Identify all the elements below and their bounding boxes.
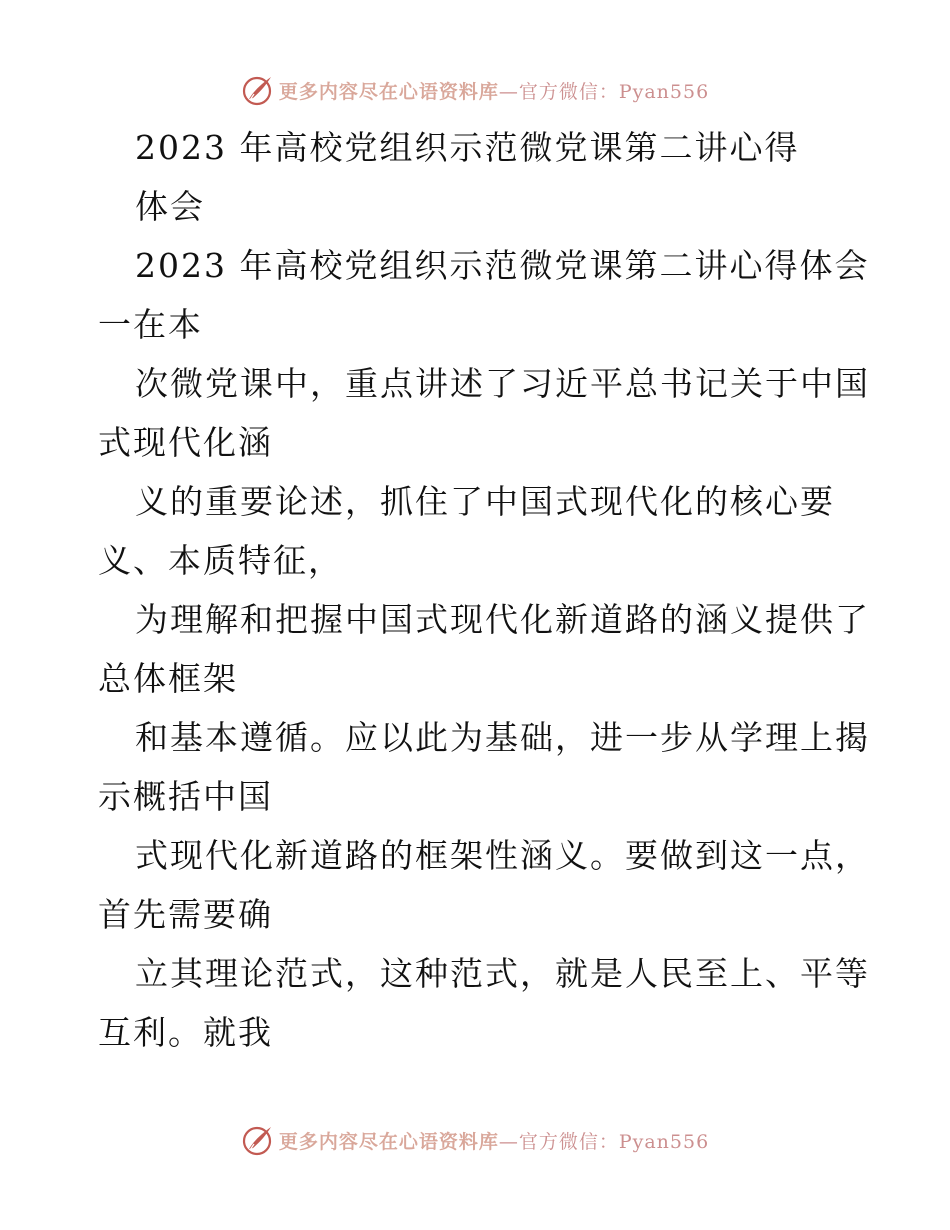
text-line: 2023 年高校党组织示范微党课第二讲心得体会	[135, 246, 870, 285]
text-line: 立其理论范式，这种范式，就是人民至上、平等	[135, 954, 870, 993]
header-banner-contact-text: —官方微信：Pyan556	[498, 80, 710, 103]
text-line: 体会	[135, 187, 205, 226]
text-line: 总体框架	[98, 659, 238, 698]
footer-banner-main-text: 更多内容尽在心语资料库	[278, 1130, 499, 1153]
document-body	[98, 118, 898, 1062]
header-banner	[0, 70, 950, 110]
text-line: 义、本质特征，	[98, 541, 343, 580]
text-line: 式现代化涵	[98, 423, 273, 462]
feather-pen-logo-icon	[241, 73, 275, 107]
text-line: 次微党课中，重点讲述了习近平总书记关于中国	[135, 364, 870, 403]
text-line: 和基本遵循。应以此为基础，进一步从学理上揭	[135, 718, 870, 757]
footer-banner	[0, 1120, 950, 1160]
text-line: 一在本	[98, 305, 203, 344]
text-line: 为理解和把握中国式现代化新道路的涵义提供了	[135, 600, 870, 639]
text-line: 首先需要确	[98, 895, 273, 934]
footer-banner-contact-text: —官方微信：Pyan556	[498, 1130, 710, 1153]
text-line: 2023 年高校党组织示范微党课第二讲心得	[135, 128, 800, 167]
text-line: 示概括中国	[98, 777, 273, 816]
text-line: 义的重要论述，抓住了中国式现代化的核心要	[135, 482, 835, 521]
text-line: 互利。就我	[98, 1013, 273, 1052]
feather-pen-logo-icon	[241, 1123, 275, 1157]
text-line: 式现代化新道路的框架性涵义。要做到这一点，	[135, 836, 870, 875]
header-banner-main-text: 更多内容尽在心语资料库	[278, 80, 499, 103]
